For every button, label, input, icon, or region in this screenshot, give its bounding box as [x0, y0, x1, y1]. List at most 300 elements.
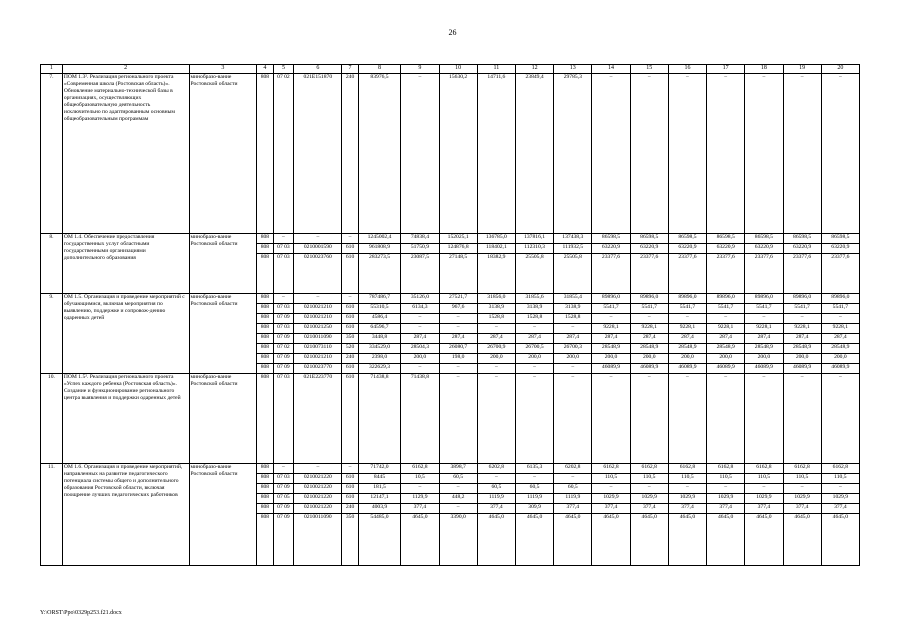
cell-value: 610	[342, 374, 358, 464]
cell-value: –	[783, 314, 821, 324]
cell-value: 808	[257, 474, 273, 484]
cell-value: –	[342, 464, 358, 474]
row-number: 11.	[41, 464, 63, 566]
cell-value: 60,5	[554, 484, 592, 494]
cell-value: 46089,9	[783, 364, 821, 374]
cell-value: 64596,7	[358, 324, 401, 334]
cell-value: –	[401, 314, 439, 324]
cell-value: 31855,6	[515, 294, 553, 304]
cell-value: 86598,5	[745, 234, 783, 244]
cell-value: 377,4	[783, 504, 821, 514]
measure-name: ПОМ 1.5². Реализация регионального проекта «Успех каждого ребенка (Ростовская область)». Создание и функционирование регионального центра выявления и поддержки одаренных детей	[62, 374, 189, 464]
column-number-8: 8	[358, 65, 401, 74]
table-row	[41, 74, 860, 234]
cell-value: 377,4	[821, 504, 859, 514]
cell-value: 26700,3	[554, 344, 592, 354]
cell-value: –	[707, 484, 745, 494]
cell-value: 110,5	[668, 474, 706, 484]
cell-value: 46089,9	[707, 364, 745, 374]
cell-value: –	[477, 374, 515, 464]
cell-value: 10,5	[401, 474, 439, 484]
cell-value: 287,4	[401, 334, 439, 344]
cell-value: 86598,5	[630, 234, 668, 244]
cell-value: 6162,8	[707, 464, 745, 474]
cell-value: –	[592, 74, 630, 234]
page-number: 26	[448, 28, 457, 37]
cell-value: 4645,0	[707, 514, 745, 566]
column-number-9: 9	[401, 65, 439, 74]
cell-value: 240	[342, 354, 358, 364]
cell-value: 808	[257, 324, 273, 334]
cell-value: 07 03	[273, 254, 294, 294]
cell-value: –	[439, 484, 477, 494]
cell-value: 287,4	[821, 334, 859, 344]
cell-value: 110,5	[745, 474, 783, 484]
cell-value: –	[477, 324, 515, 334]
cell-value: –	[821, 374, 859, 464]
cell-value: –	[668, 374, 706, 464]
cell-value: 9228,1	[821, 324, 859, 334]
cell-value: 86598,5	[707, 234, 745, 244]
cell-value: 28504,3	[401, 344, 439, 354]
cell-value: 322629,3	[358, 364, 401, 374]
cell-value: 07 09	[273, 364, 294, 374]
cell-value: –	[294, 234, 342, 244]
cell-value: 6162,8	[668, 464, 706, 474]
cell-value: 07 03	[273, 304, 294, 314]
cell-value: 9228,1	[668, 324, 706, 334]
column-number-4: 4	[257, 65, 273, 74]
column-number-1: 1	[41, 65, 63, 74]
cell-value: 808	[257, 74, 273, 234]
cell-value: –	[294, 294, 342, 304]
cell-value: –	[630, 484, 668, 494]
cell-value: 46089,9	[745, 364, 783, 374]
cell-value: 110,5	[821, 474, 859, 484]
cell-value: 610	[342, 314, 358, 324]
cell-value: 610	[342, 364, 358, 374]
cell-value: 18382,9	[477, 254, 515, 294]
cell-value: 07 03	[273, 474, 294, 484]
cell-value: –	[401, 484, 439, 494]
cell-value: 1029,9	[707, 494, 745, 504]
cell-value: 1528,8	[515, 314, 553, 324]
cell-value: 89896,0	[707, 294, 745, 304]
column-number-16: 16	[668, 65, 706, 74]
executor: минобразо-вание Ростовской области	[189, 374, 257, 464]
measure-name: ОМ 1.5. Организация и проведение мероприятий с обучающимися, включая мероприятия по выявлению, поддержке и сопровож-дению одаренных детей	[62, 294, 189, 374]
cell-value: 4645,0	[515, 514, 553, 566]
cell-value: 23377,6	[630, 254, 668, 294]
cell-value: 31855,4	[554, 294, 592, 304]
cell-value: 200,0	[477, 354, 515, 364]
cell-value: 23849,4	[515, 74, 553, 234]
cell-value: –	[668, 314, 706, 324]
cell-value: 334529,0	[358, 344, 401, 354]
cell-value: 86598,5	[821, 234, 859, 244]
cell-value: –	[294, 464, 342, 474]
cell-value: 377,4	[707, 504, 745, 514]
cell-value: 287,4	[783, 334, 821, 344]
cell-value: –	[515, 474, 553, 484]
cell-value: –	[439, 314, 477, 324]
cell-value: 1528,8	[554, 314, 592, 324]
table-row	[41, 234, 860, 244]
cell-value: –	[342, 234, 358, 244]
cell-value: –	[273, 294, 294, 304]
cell-value: 240	[342, 504, 358, 514]
cell-value: 28548,9	[592, 344, 630, 354]
cell-value: 6202,8	[554, 464, 592, 474]
cell-value: –	[783, 74, 821, 234]
cell-value: 124876,8	[439, 244, 477, 254]
column-number-10: 10	[439, 65, 477, 74]
cell-value: 610	[342, 494, 358, 504]
cell-value: 110,5	[630, 474, 668, 484]
cell-value: 808	[257, 334, 273, 344]
cell-value: –	[745, 484, 783, 494]
cell-value: 1029,9	[630, 494, 668, 504]
cell-value: –	[821, 484, 859, 494]
cell-value: –	[745, 74, 783, 234]
cell-value: 1029,9	[783, 494, 821, 504]
cell-value: 6162,8	[821, 464, 859, 474]
cell-value: 808	[257, 234, 273, 244]
table-row	[41, 294, 860, 304]
cell-value: 377,4	[745, 504, 783, 514]
cell-value: 1029,9	[592, 494, 630, 504]
cell-value: 0210021210	[294, 314, 342, 324]
cell-value: 5541,7	[592, 304, 630, 314]
cell-value: 31856,0	[477, 294, 515, 304]
cell-value: 0210073110	[294, 344, 342, 354]
cell-value: 1528,8	[477, 314, 515, 324]
table-body	[41, 65, 860, 566]
column-number-5: 5	[273, 65, 294, 74]
cell-value: 9228,1	[745, 324, 783, 334]
cell-value: –	[707, 314, 745, 324]
cell-value: 136785,0	[477, 234, 515, 244]
cell-value: 287,4	[439, 334, 477, 344]
cell-value: 287,4	[745, 334, 783, 344]
column-number-17: 17	[707, 65, 745, 74]
cell-value: 350	[342, 514, 358, 566]
cell-value: 5541,7	[707, 304, 745, 314]
cell-value: 610	[342, 254, 358, 294]
executor: минобразо-вание Ростовской области	[189, 464, 257, 566]
cell-value: 63220,9	[745, 244, 783, 254]
cell-value: 112310,3	[515, 244, 553, 254]
cell-value: 8445	[358, 474, 401, 484]
cell-value: 137438,3	[554, 234, 592, 244]
cell-value: 6162,8	[592, 464, 630, 474]
cell-value: 07 03	[273, 374, 294, 464]
cell-value: 55310,5	[358, 304, 401, 314]
cell-value: 07 09	[273, 514, 294, 566]
cell-value: 0210021220	[294, 484, 342, 494]
column-number-7: 7	[342, 65, 358, 74]
cell-value: 86598,5	[783, 234, 821, 244]
cell-value: 0210021250	[294, 324, 342, 334]
cell-value: 3898,7	[439, 464, 477, 474]
cell-value: 808	[257, 484, 273, 494]
cell-value: 63220,9	[592, 244, 630, 254]
column-number-15: 15	[630, 65, 668, 74]
cell-value: 1029,9	[745, 494, 783, 504]
cell-value: 26080,7	[439, 344, 477, 354]
cell-value: 4003,9	[358, 504, 401, 514]
cell-value: 610	[342, 474, 358, 484]
cell-value: 3138,9	[515, 304, 553, 314]
cell-value: 0210011090	[294, 514, 342, 566]
cell-value: –	[477, 474, 515, 484]
cell-value: 198,0	[439, 354, 477, 364]
cell-value: 86598,5	[592, 234, 630, 244]
cell-value: 377,4	[630, 504, 668, 514]
cell-value: 110,5	[592, 474, 630, 484]
cell-value: 4645,0	[783, 514, 821, 566]
cell-value: 63220,9	[668, 244, 706, 254]
column-number-13: 13	[554, 65, 592, 74]
cell-value: 808	[257, 364, 273, 374]
cell-value: 23377,6	[783, 254, 821, 294]
cell-value: 111932,5	[554, 244, 592, 254]
cell-value: –	[439, 364, 477, 374]
cell-value: 808	[257, 504, 273, 514]
cell-value: 5541,7	[630, 304, 668, 314]
cell-value: 808	[257, 244, 273, 254]
cell-value: 1245002,4	[358, 234, 401, 244]
cell-value: –	[342, 294, 358, 304]
cell-value: 3138,9	[477, 304, 515, 314]
cell-value: 60,5	[515, 484, 553, 494]
cell-value: 28548,9	[707, 344, 745, 354]
cell-value: –	[439, 504, 477, 514]
row-number: 7.	[41, 74, 63, 234]
cell-value: 28548,9	[783, 344, 821, 354]
cell-value: 3390,0	[439, 514, 477, 566]
cell-value: 6162,8	[745, 464, 783, 474]
cell-value: 377,4	[668, 504, 706, 514]
cell-value: 27148,5	[439, 254, 477, 294]
cell-value: 63220,9	[707, 244, 745, 254]
cell-value: 46089,9	[821, 364, 859, 374]
cell-value: 200,0	[401, 354, 439, 364]
cell-value: 5541,7	[745, 304, 783, 314]
cell-value: 1119,9	[554, 494, 592, 504]
cell-value: 377,4	[554, 504, 592, 514]
cell-value: 200,0	[554, 354, 592, 364]
cell-value: 808	[257, 254, 273, 294]
cell-value: 287,4	[515, 334, 553, 344]
cell-value: –	[515, 364, 553, 374]
cell-value: 89896,0	[668, 294, 706, 304]
cell-value: 200,0	[821, 354, 859, 364]
cell-value: 15630,2	[439, 74, 477, 234]
table-header-row	[41, 65, 860, 74]
cell-value: 967,6	[439, 304, 477, 314]
cell-value: 3138,9	[554, 304, 592, 314]
cell-value: 610	[342, 324, 358, 334]
cell-value: 07 03	[273, 244, 294, 254]
cell-value: 200,0	[707, 354, 745, 364]
cell-value: 27521,7	[439, 294, 477, 304]
cell-value: 1029,9	[821, 494, 859, 504]
cell-value: 28548,9	[668, 344, 706, 354]
cell-value: 610	[342, 244, 358, 254]
cell-value: 0210011090	[294, 334, 342, 344]
cell-value: –	[783, 484, 821, 494]
cell-value: 51750,9	[401, 244, 439, 254]
cell-value: 35126,0	[401, 294, 439, 304]
cell-value: 63220,9	[783, 244, 821, 254]
cell-value: 89896,0	[592, 294, 630, 304]
cell-value: 6162,8	[630, 464, 668, 474]
cell-value: 808	[257, 374, 273, 464]
cell-value: 021Е151870	[294, 74, 342, 234]
cell-value: –	[668, 484, 706, 494]
cell-value: 448,2	[439, 494, 477, 504]
cell-value: 1029,9	[668, 494, 706, 504]
cell-value: 07 09	[273, 334, 294, 344]
cell-value: 5541,7	[668, 304, 706, 314]
cell-value: 137816,1	[515, 234, 553, 244]
executor: минобразо-вание Ростовской области	[189, 294, 257, 374]
cell-value: 808	[257, 354, 273, 364]
cell-value: 23377,6	[745, 254, 783, 294]
cell-value: 4645,0	[668, 514, 706, 566]
cell-value: 0210023770	[294, 364, 342, 374]
column-number-12: 12	[515, 65, 553, 74]
cell-value: 07 05	[273, 494, 294, 504]
cell-value: 28548,9	[745, 344, 783, 354]
cell-value: 9228,1	[630, 324, 668, 334]
cell-value: 0210021220	[294, 474, 342, 484]
cell-value: 46089,9	[668, 364, 706, 374]
cell-value: 200,0	[592, 354, 630, 364]
cell-value: 808	[257, 344, 273, 354]
cell-value: 26700,5	[515, 344, 553, 354]
cell-value: 808	[257, 294, 273, 304]
measure-name: ПОМ 1.3². Реализация регионального проекта «Современная школа (Ростовская область)». Обновление материально-технической базы в организациях, осуществляющих общеобразовательную деятельность исключительно по адаптированным основным общеобразовательным программам	[62, 74, 189, 234]
cell-value: 4645,0	[821, 514, 859, 566]
cell-value: 0210021210	[294, 304, 342, 314]
row-number: 10.	[41, 374, 63, 464]
cell-value: 610	[342, 484, 358, 494]
cell-value: 377,4	[401, 504, 439, 514]
cell-value: –	[515, 374, 553, 464]
budget-table	[40, 64, 860, 566]
cell-value: 287,4	[707, 334, 745, 344]
cell-value: 07 03	[273, 324, 294, 334]
cell-value: 25505,8	[515, 254, 553, 294]
cell-value: 83976,5	[358, 74, 401, 234]
cell-value: –	[273, 464, 294, 474]
cell-value: 23377,6	[821, 254, 859, 294]
cell-value: 71438,8	[401, 374, 439, 464]
cell-value: –	[668, 74, 706, 234]
cell-value: 4645,0	[401, 514, 439, 566]
cell-value: 26700,9	[477, 344, 515, 354]
cell-value: 181,5	[358, 484, 401, 494]
cell-value: 200,0	[745, 354, 783, 364]
cell-value: 021Е223770	[294, 374, 342, 464]
cell-value: –	[515, 324, 553, 334]
cell-value: 309,9	[515, 504, 553, 514]
cell-value: 200,0	[515, 354, 553, 364]
cell-value: 283273,5	[358, 254, 401, 294]
table-row	[41, 464, 860, 474]
cell-value: 6162,8	[401, 464, 439, 474]
cell-value: –	[439, 374, 477, 464]
cell-value: 28548,9	[821, 344, 859, 354]
cell-value: 1119,9	[477, 494, 515, 504]
cell-value: 350	[342, 334, 358, 344]
cell-value: 377,4	[592, 504, 630, 514]
cell-value: 6162,8	[783, 464, 821, 474]
cell-value: 63220,9	[821, 244, 859, 254]
cell-value: 07 09	[273, 484, 294, 494]
cell-value: 110,5	[783, 474, 821, 484]
cell-value: –	[401, 74, 439, 234]
cell-value: 23377,6	[592, 254, 630, 294]
cell-value: 60,5	[439, 474, 477, 484]
cell-value: 28548,9	[630, 344, 668, 354]
cell-value: 2398,0	[358, 354, 401, 364]
cell-value: 240	[342, 74, 358, 234]
cell-value: 287,4	[554, 334, 592, 344]
column-number-18: 18	[745, 65, 783, 74]
cell-value: –	[554, 474, 592, 484]
cell-value: 23377,6	[668, 254, 706, 294]
column-number-11: 11	[477, 65, 515, 74]
cell-value: –	[821, 314, 859, 324]
cell-value: –	[745, 374, 783, 464]
cell-value: 6135,3	[515, 464, 553, 474]
cell-value: 07 09	[273, 504, 294, 514]
cell-value: –	[401, 324, 439, 334]
cell-value: –	[273, 234, 294, 244]
column-number-19: 19	[783, 65, 821, 74]
cell-value: 0210021220	[294, 504, 342, 514]
cell-value: 377,4	[477, 504, 515, 514]
cell-value: 9228,1	[783, 324, 821, 334]
cell-value: 23377,6	[707, 254, 745, 294]
cell-value: 23087,5	[401, 254, 439, 294]
cell-value: –	[401, 364, 439, 374]
cell-value: 4645,0	[630, 514, 668, 566]
table-row	[41, 374, 860, 464]
cell-value: 71742,0	[358, 464, 401, 474]
cell-value: 110,5	[707, 474, 745, 484]
column-number-3: 3	[189, 65, 257, 74]
cell-value: 0210001590	[294, 244, 342, 254]
cell-value: 89896,0	[745, 294, 783, 304]
cell-value: 89896,0	[821, 294, 859, 304]
cell-value: –	[554, 374, 592, 464]
cell-value: 63220,9	[630, 244, 668, 254]
footer-file-path: Y:\ORST\Ppo\0329p253.f21.docx	[40, 610, 122, 616]
cell-value: 4586,4	[358, 314, 401, 324]
cell-value: 89896,0	[630, 294, 668, 304]
cell-value: 46089,9	[592, 364, 630, 374]
cell-value: 29785,3	[554, 74, 592, 234]
cell-value: 200,0	[630, 354, 668, 364]
cell-value: 287,4	[630, 334, 668, 344]
cell-value: 808	[257, 514, 273, 566]
cell-value: 808	[257, 314, 273, 324]
cell-value: 0210023760	[294, 254, 342, 294]
